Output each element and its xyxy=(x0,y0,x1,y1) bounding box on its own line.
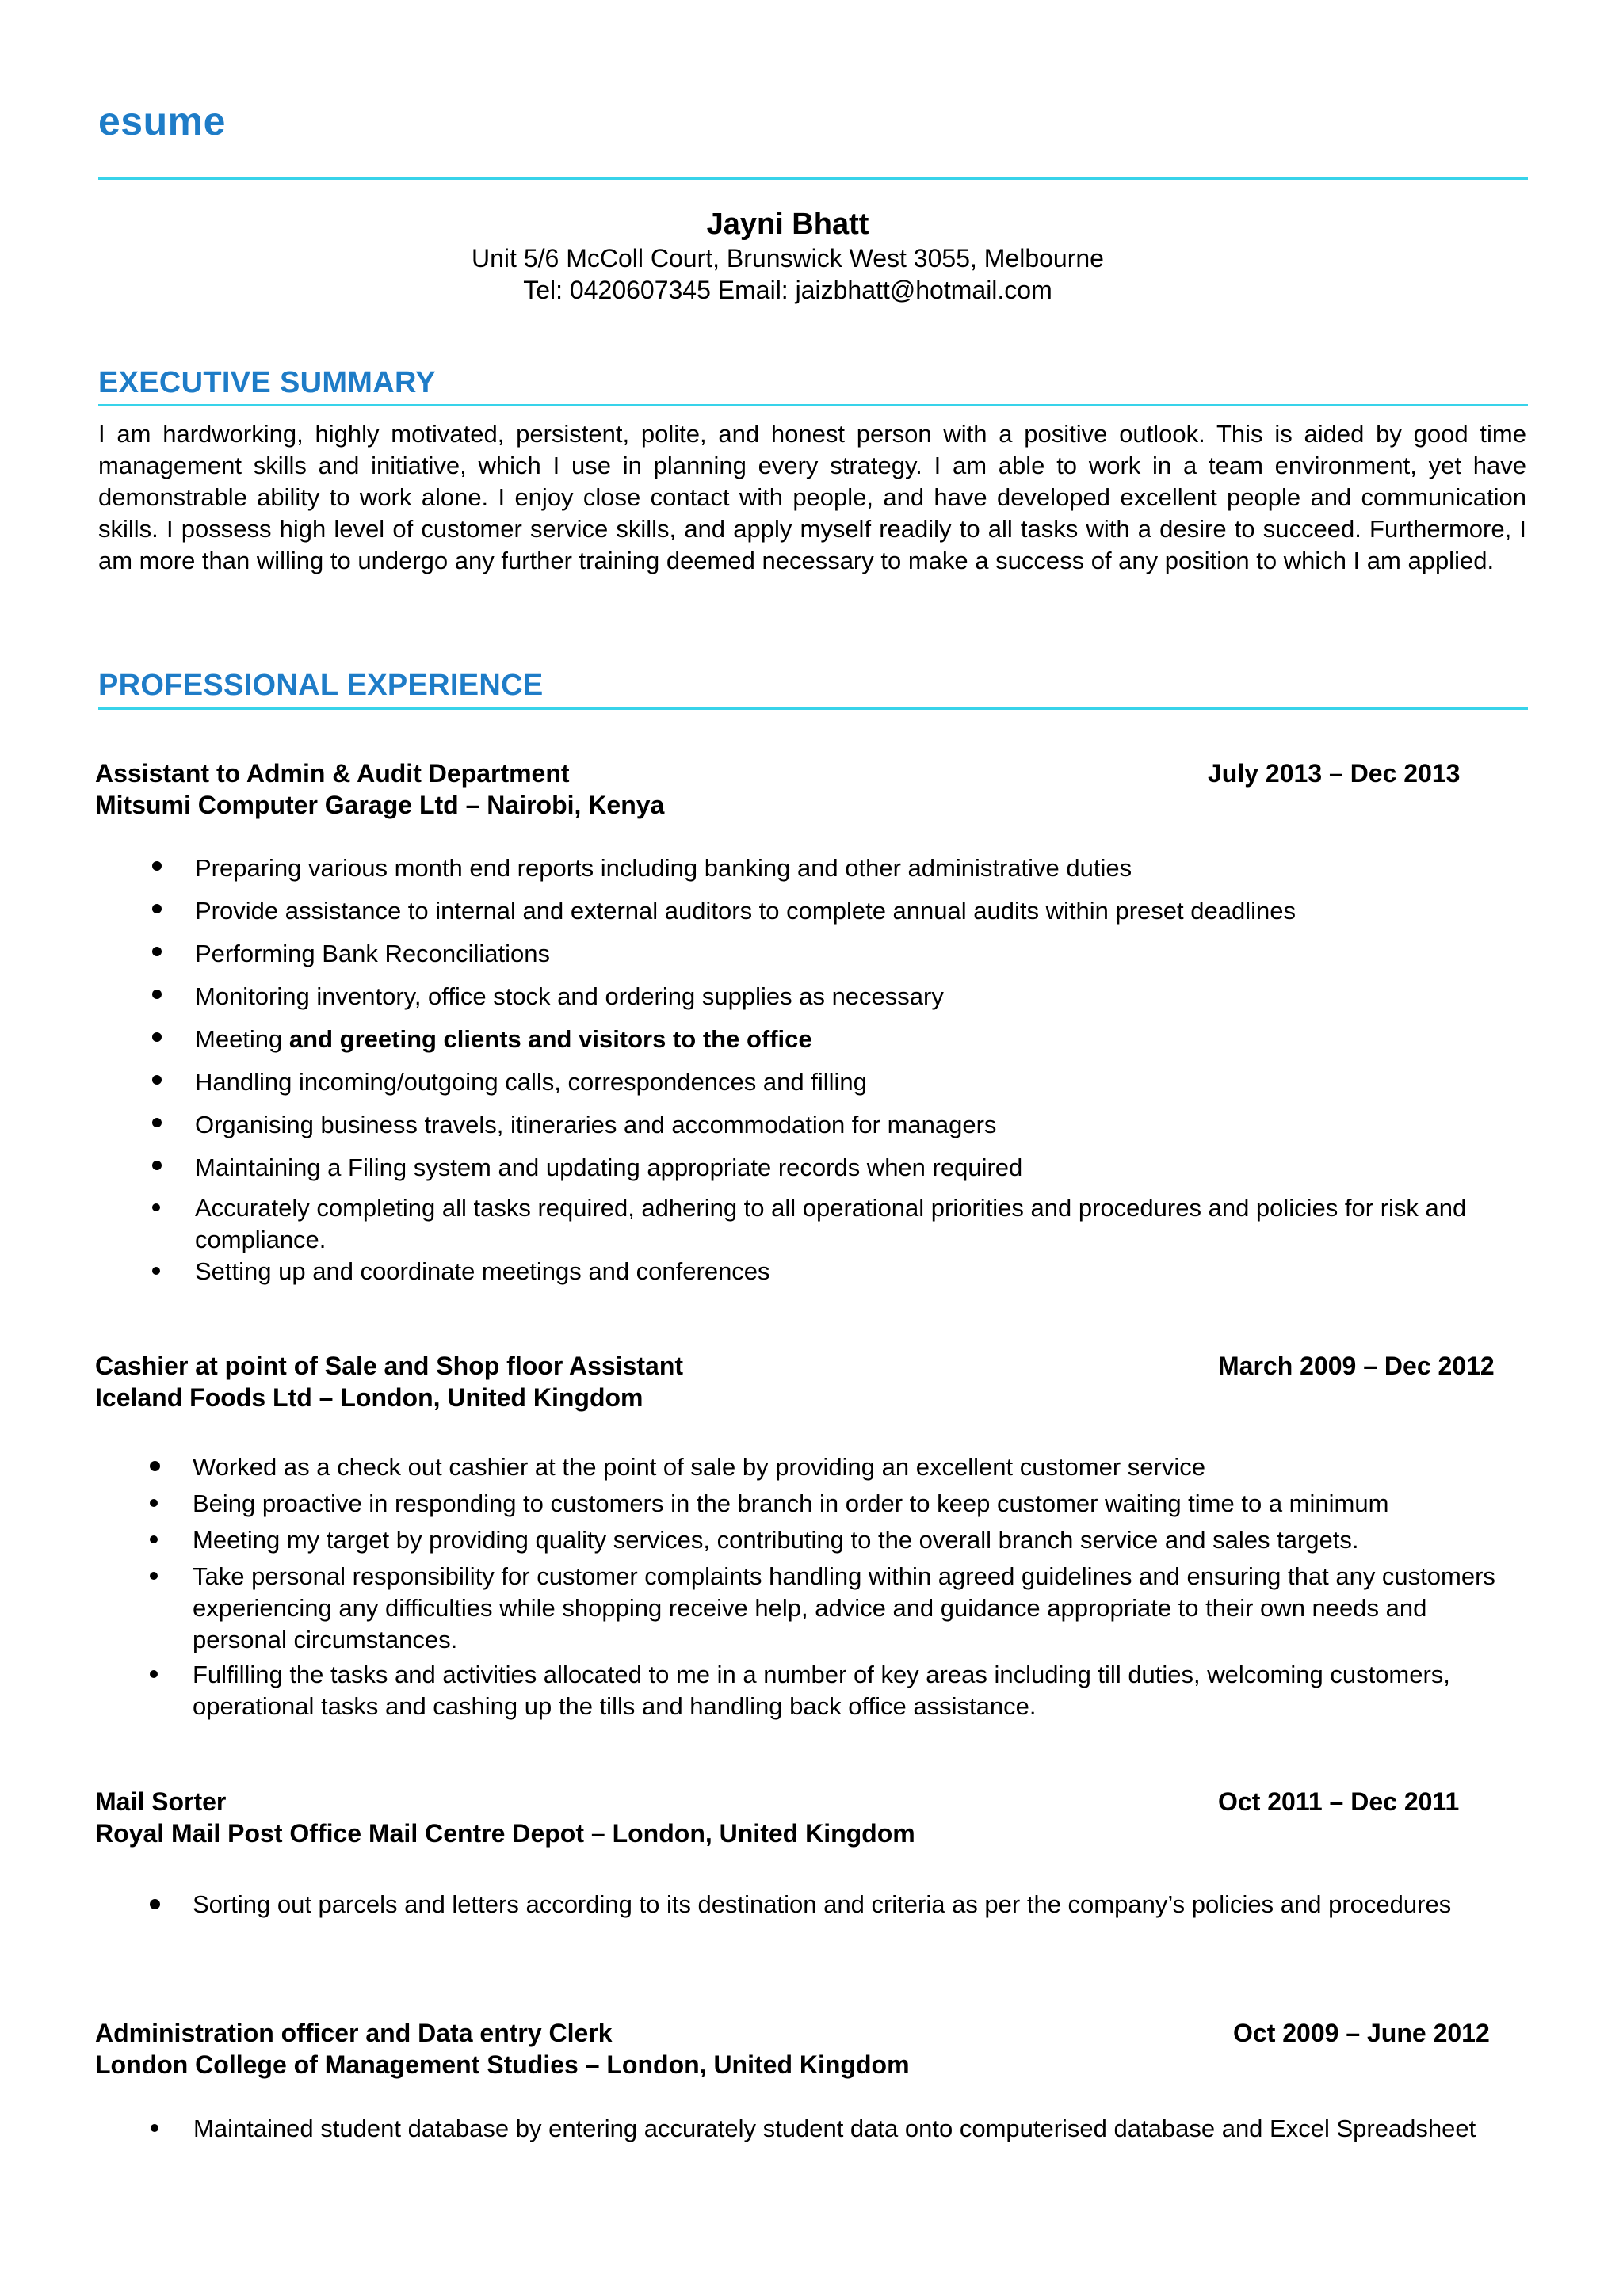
bullet-icon xyxy=(150,1461,160,1471)
bullet-icon xyxy=(152,861,162,871)
address-line: Unit 5/6 McColl Court, Brunswick West 3055, Melbourne xyxy=(472,244,1104,273)
list-item: Fulfilling the tasks and activities allocated to me in a number of key areas including till duties, welcoming customers, operational tasks and cashing up the tills and handling back office assistance. xyxy=(193,1659,1527,1722)
bullet-icon xyxy=(150,1670,158,1678)
list-item: Maintaining a Filing system and updating appropriate records when required xyxy=(195,1146,1526,1189)
bullet-icon xyxy=(152,1075,162,1085)
candidate-name: Jayni Bhatt xyxy=(706,208,869,241)
brand-title: esume xyxy=(98,99,226,143)
header-divider xyxy=(98,177,1528,180)
bullet-icon xyxy=(152,1203,160,1211)
list-item: Handling incoming/outgoing calls, correspondences and filling xyxy=(195,1061,1526,1104)
contact-block xyxy=(98,206,1477,306)
bullet-icon xyxy=(152,1032,162,1042)
list-item: Accurately completing all tasks required, adhering to all operational priorities and procedures and policies for risk and compliance. xyxy=(195,1192,1526,1256)
list-item: Setting up and coordinate meetings and conferences xyxy=(195,1256,1526,1287)
job-duties-list xyxy=(193,1451,1527,1722)
bullet-icon xyxy=(152,947,162,956)
job-header xyxy=(95,1350,683,1413)
summary-divider xyxy=(98,404,1528,406)
job-dates: Oct 2009 – June 2012 xyxy=(1233,2019,1490,2047)
job-title: Assistant to Admin & Audit Department xyxy=(95,759,570,788)
bullet-icon xyxy=(152,990,162,999)
list-item: Meeting and greeting clients and visitors to the office xyxy=(195,1018,1526,1061)
job-company: Mitsumi Computer Garage Ltd – Nairobi, Kenya xyxy=(95,791,665,819)
bullet-icon xyxy=(152,904,162,913)
executive-summary-heading: EXECUTIVE SUMMARY xyxy=(98,366,436,399)
job-duties-list xyxy=(195,847,1526,1287)
bullet-icon xyxy=(150,1572,158,1580)
bullet-icon xyxy=(152,1267,160,1275)
list-item: Monitoring inventory, office stock and ordering supplies as necessary xyxy=(195,975,1526,1018)
list-item: Sorting out parcels and letters according to its destination and criteria as per the company’s policies and procedures xyxy=(193,1887,1527,1922)
professional-experience-heading: PROFESSIONAL EXPERIENCE xyxy=(98,669,544,702)
bullet-icon xyxy=(150,1535,158,1543)
bullet-icon xyxy=(152,1118,162,1127)
job-company: Royal Mail Post Office Mail Centre Depot – London, United Kingdom xyxy=(95,1819,915,1848)
job-company: London College of Management Studies – London, United Kingdom xyxy=(95,2050,910,2079)
job-dates: March 2009 – Dec 2012 xyxy=(1218,1352,1495,1380)
bullet-icon xyxy=(151,2124,158,2132)
list-item: Provide assistance to internal and external auditors to complete annual audits within preset deadlines xyxy=(195,890,1526,933)
list-item: Being proactive in responding to customers in the branch in order to keep customer waiting time to a minimum xyxy=(193,1488,1527,1520)
job-header xyxy=(95,2017,910,2081)
executive-summary-text: I am hardworking, highly motivated, persistent, polite, and honest person with a positive outlook. This is aided by good time management skills and initiative, which I use in planning every strategy. I am able to work in a team environment, yet have demonstrable ability to work alone. I enjoy close contact with people, and have developed excellent people and communication skills. I possess high level of customer service skills, and apply myself readily to all tasks with a desire to succeed. Furthermore, I am more than willing to undergo any further training deemed necessary to make a success of any position to which I am applied. xyxy=(98,420,1526,574)
job-title: Cashier at point of Sale and Shop floor Assistant xyxy=(95,1352,684,1380)
job-duties-list xyxy=(193,2112,1528,2145)
job-duties-list xyxy=(193,1887,1527,1922)
bullet-icon xyxy=(150,1499,158,1507)
bullet-icon xyxy=(150,1899,160,1909)
list-item: Preparing various month end reports including banking and other administrative duties xyxy=(195,847,1526,890)
job-dates: Oct 2011 – Dec 2011 xyxy=(1218,1787,1460,1816)
job-title: Mail Sorter xyxy=(95,1787,227,1816)
experience-divider xyxy=(98,707,1528,710)
list-item: Take personal responsibility for customer complaints handling within agreed guidelines and ensuring that any customers experiencing any difficulties while shopping receive help, advice and guidance appropriate to their own needs and personal circumstances. xyxy=(193,1561,1527,1656)
list-item: Maintained student database by entering accurately student data onto computerised database and Excel Spreadsheet xyxy=(193,2112,1528,2145)
list-item: Meeting my target by providing quality services, contributing to the overall branch service and sales targets. xyxy=(193,1524,1527,1556)
job-header xyxy=(95,1786,915,1849)
list-item: Worked as a check out cashier at the point of sale by providing an excellent customer service xyxy=(193,1451,1527,1483)
list-item: Organising business travels, itineraries and accommodation for managers xyxy=(195,1104,1526,1146)
bullet-icon xyxy=(152,1161,162,1170)
phone-email-line: Tel: 0420607345 Email: jaizbhatt@hotmail.com xyxy=(523,276,1052,304)
job-dates: July 2013 – Dec 2013 xyxy=(1208,759,1461,788)
list-item: Performing Bank Reconciliations xyxy=(195,933,1526,975)
job-header xyxy=(95,757,664,821)
job-company: Iceland Foods Ltd – London, United Kingdom xyxy=(95,1383,643,1412)
job-title: Administration officer and Data entry Clerk xyxy=(95,2019,613,2047)
